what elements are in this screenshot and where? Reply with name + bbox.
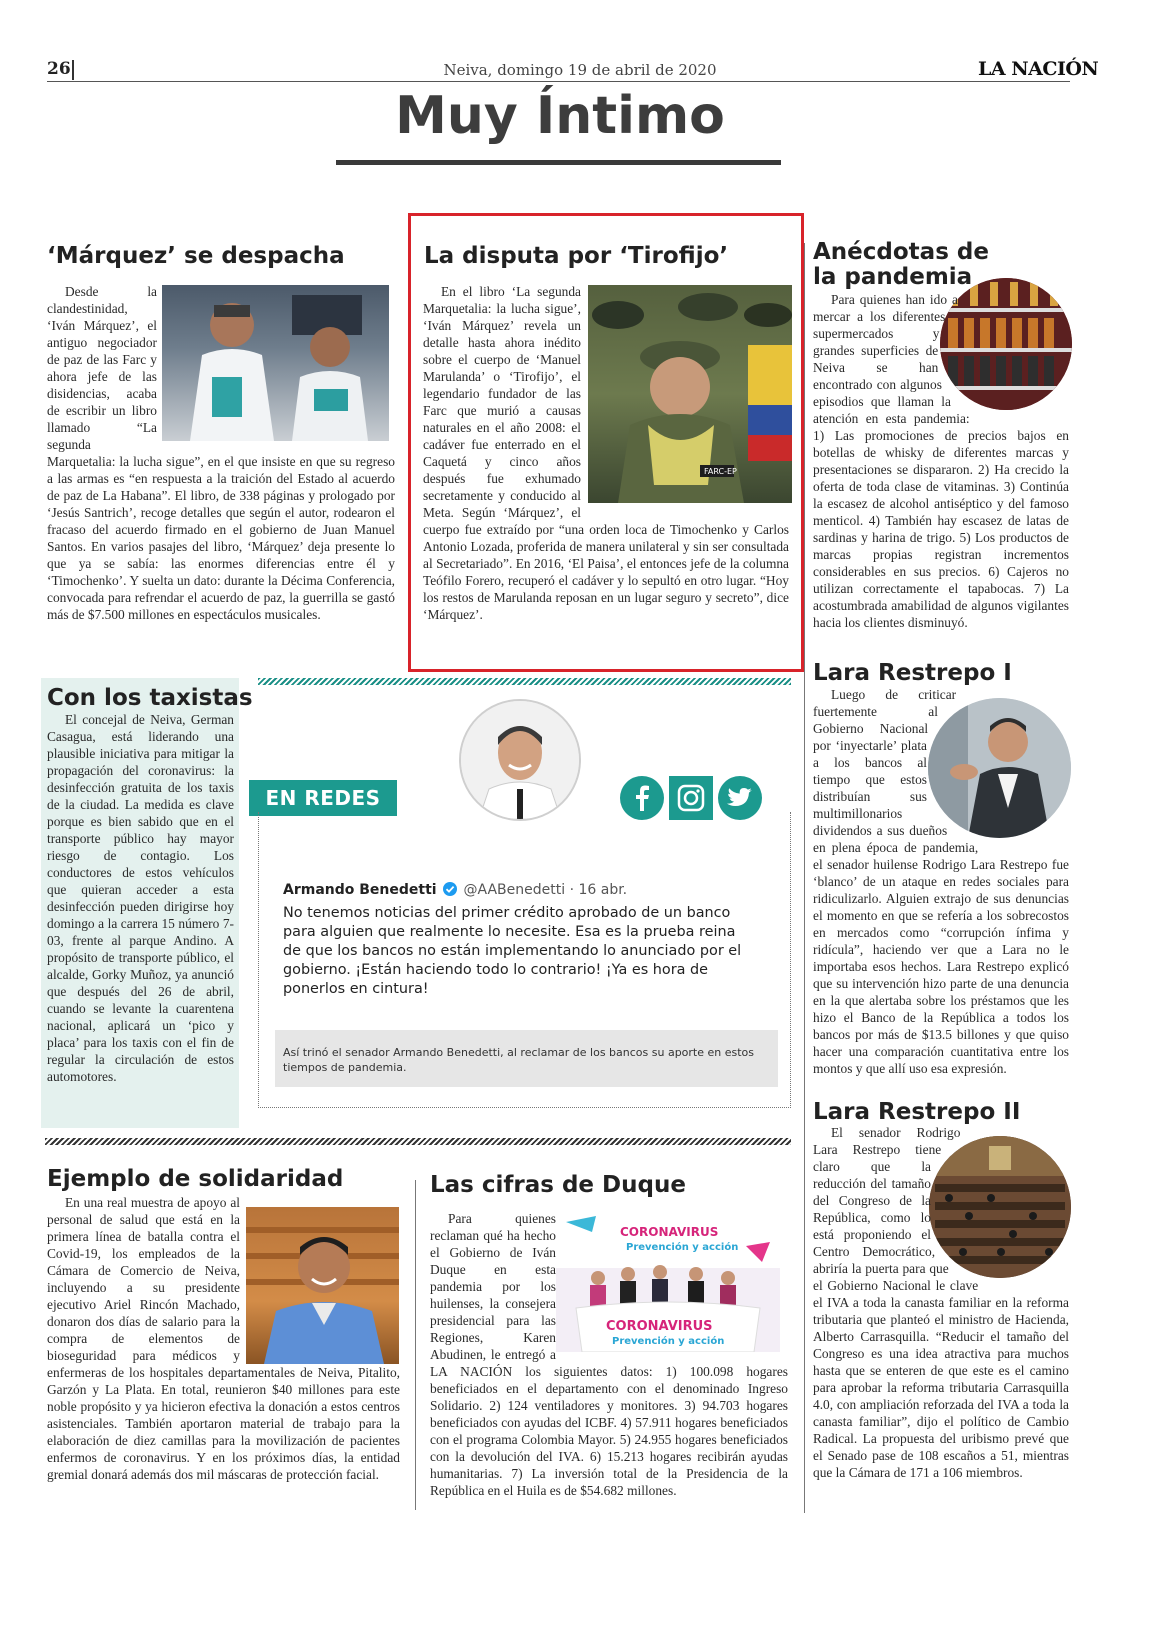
headline-anecdotas: Anécdotas de la pandemia bbox=[813, 239, 989, 290]
duque-float-spacer bbox=[556, 1210, 788, 1360]
body-duque bbox=[430, 1210, 788, 1515]
body-marquez bbox=[47, 283, 395, 653]
tweet-date: · 16 abr. bbox=[569, 882, 628, 898]
headline-tirofijo: La disputa por ‘Tirofijo’ bbox=[424, 243, 729, 269]
headline-marquez: ‘Márquez’ se despacha bbox=[47, 243, 345, 269]
badge-farc-ep: FARC-EP bbox=[704, 467, 737, 476]
dateline: Neiva, domingo 19 de abril de 2020 bbox=[443, 61, 717, 79]
headline-duque: Las cifras de Duque bbox=[430, 1172, 686, 1198]
anecdotas-float-spacer bbox=[937, 291, 1069, 418]
headline-solidaridad: Ejemplo de solidaridad bbox=[47, 1166, 344, 1192]
page-number: 26 bbox=[47, 59, 71, 79]
body-solidaridad-text: En una real muestra de apoyo al personal de salud que está en la primera línea de batalla contra el Covid-19, los empleados de la Cámara de Comercio de Neiva, incluyendo a su presidente ejecutivo Ariel Rincón Machado, donaron dos días de salario para la compra de elementos de bioseguridad para médicos y enfermeras de los hospitales departamentales de Neiva, Pitalito, Garzón y La Plata. En total, reunieron $40 millones para este noble propósito y ya hicieron efectiva la donación a estos centros asistenciales. También aportaron material de trabajo para la elaboración de diez camillas para la movilización de pacientes enfermos de coronavirus. Y en los próximos días, la entidad gremial donará además dos mil máscaras de protección facial. bbox=[47, 1195, 400, 1482]
lara1-float-spacer bbox=[927, 686, 1069, 846]
body-lara-1 bbox=[813, 686, 1069, 1086]
lara2-float-spacer bbox=[931, 1124, 1069, 1286]
tweet-handle: @AABenedetti bbox=[463, 882, 566, 898]
body-taxistas bbox=[47, 711, 234, 1116]
body-tirofijo-text: En el libro ‘La segunda Marquetalia: la lucha sigue’, ‘Iván Márquez’ revela un detalle hasta ahora inédito sobre el cuerpo de ‘Manuel Marulanda’ o ‘Tirofijo’, el legendario fundador de las Farc que murió a causas naturales en el año 2008: el cadáver fue enterrado en el Caquetá y cinco años después fue exhumado secretamente y conducido al Meta. Según ‘Márquez’, el cuerpo fue extraído por “una orden loca de Timochenko y Carlos Antonio Lozada, proferida de manera unilateral y sin ser consultada al Secretariado”. En 2016, ‘El Paisa’, el entonces jefe de la columna Teófilo Forero, recuperó el cadáver y lo sepultó en otro lugar. “Hoy los restos de Marulanda reposan en un lugar seguro y secreto”, dice ‘Márquez’. bbox=[423, 284, 789, 622]
solidaridad-float-spacer bbox=[240, 1194, 400, 1364]
headline-lara-1: Lara Restrepo I bbox=[813, 660, 1012, 686]
banner-coronavirus-desk: CORONAVIRUS bbox=[606, 1319, 713, 1334]
body-duque-text: Para quienes reclaman qué ha hecho el Gobierno de Iván Duque en esta pandemia por los huilenses, la consejera presidencial para las Regiones, Karen Abudinen, le entregó a LA NACIÓN los siguientes datos: 1) 100.098 hogares beneficiados en el departamento con el denominado Ingreso Solidario. 2) 124 ventiladores y monitores. 3) 94.703 hogares beneficiados con ayudas del ICBF. 4) 57.911 hogares beneficiados con el programa Colombia Mayor. 5) 24.955 hogares beneficiados con la devolución del IVA. 6) 15.213 hogares recibirán ayudas humanitarias. 7) La inversión total de la Presidencia de la República en el Huila es de $54.682 millones. bbox=[430, 1211, 788, 1498]
bottom-section-stripe bbox=[45, 1138, 791, 1145]
avatar-benedetti bbox=[459, 699, 581, 821]
section-title: Muy Íntimo bbox=[395, 86, 725, 146]
tweet-caption: Así trinó el senador Armando Benedetti, al reclamar de los bancos su aporte en estos tiempos de pandemia. bbox=[283, 1046, 755, 1074]
tweet-author: Armando Benedetti bbox=[283, 882, 437, 898]
newspaper-logo: LA NACIÓN bbox=[978, 58, 1099, 80]
body-tirofijo bbox=[423, 283, 789, 653]
body-lara-2-text: El senador Rodrigo Lara Restrepo tiene claro que la reducción del tamaño del Congreso de la República, como lo está proponiendo el Centro Democrático, abriría la puerta para que el Gobierno Nacional le clave el IVA a toda la canasta familiar en la reforma tributaria que planteó el ministro de Hacienda, Alberto Carrasquilla. “Reducir el tamaño del Congreso es una idea atractiva para muchos hasta que se enteren de que este es el camino para aprobar la reforma tributaria Carrasquilla 4.0, con ampliación reforzada del IVA a toda la canasta familiar”, dijo el político de Cambio Radical. La propuesta del uribismo prevé que el Senado pase de 108 escaños a 51, mientras que la Cámara de 171 a 106 miembros. bbox=[813, 1125, 1069, 1480]
tweet-text: No tenemos noticias del primer crédito aprobado de un banco para alguien que realmente lo necesite. Esa es la prueba reina de que los bancos no están implementando lo anunciado por el gobierno. ¡Están haciendo todo lo contrario! ¡Ya es hora de ponerlos en cintura! bbox=[283, 905, 742, 997]
tweet-header bbox=[283, 882, 627, 898]
tirofijo-float-spacer bbox=[581, 283, 789, 521]
banner-prevencion-top: Prevención y acción bbox=[626, 1242, 739, 1253]
redes-top-stripe bbox=[258, 678, 791, 685]
headline-taxistas: Con los taxistas bbox=[47, 685, 253, 711]
headline-lara-2: Lara Restrepo II bbox=[813, 1099, 1021, 1125]
body-marquez-text: Desde la clandestinidad, ‘Iván Márquez’, el antiguo negociador de paz de las Farc y ahora jefe de las disidencias, acaba de escribir un libro llamado “La segunda Marquetalia: la lucha sigue”, en el que insiste en que su regreso a las armas es “en respuesta a la traición del Estado al acuerdo de paz de La Habana”. El libro, de 338 páginas y prologado por ‘Jesús Santrich’, recoge detalles que según el autor, rodearon el fracaso del acuerdo firmado en el gobierno de Juan Manuel Santos. En varios pasajes del libro, ‘Márquez’ deja presente lo que ya se sabía: las enormes diferencias entre él y ‘Timochenko’. Y suelta un dato: durante la Décima Conferencia, convocada para refrendar el acuerdo de paz, la guerrilla se gastó más de $7.500 millones en espectáculos musicales. bbox=[47, 284, 395, 622]
body-solidaridad bbox=[47, 1194, 400, 1519]
column-divider-bottom bbox=[415, 1180, 416, 1510]
body-anecdotas bbox=[813, 291, 1069, 641]
body-anecdotas-text: Para quienes han ido a mercar a los diferentes supermercados y grandes superficies de Neiva se han encontrado con algunos episodios que llaman la atención en esta pandemia: 1) Las promociones de precios bajos en botellas de whisky de diferentes marcas y presentaciones se dispararon. 2) Ha crecido la oferta de toda clase de vitaminas. 3) Continúa la escasez de alcohol antiséptico y del famoso menticol. 4) También hay escasez de latas de sardinas y harina de trigo. 5) Los productos de marcas propias registran incrementos considerables en sus precios. 6) Cajeros no utilizan correctamente el tapabocas. 7) La acostumbrada amabilidad de algunos vigilantes hacia los clientes disminuyó. bbox=[813, 292, 1069, 630]
page-number-divider bbox=[72, 60, 74, 80]
header-rule bbox=[47, 81, 1070, 82]
body-lara-1-text: Luego de criticar fuertemente al Gobierno Nacional por ‘inyectarle’ plata a los bancos al tiempo que estos distribuían sus multimillonarios dividendos a sus dueños en plena época de pandemia, el senador huilense Rodrigo Lara Restrepo fue ‘blanco’ de un ataque en redes sociales para ridiculizarlo. Alguien extrajo de sus denuncias el momento en que se refería a los sobrecostos en mercados como “corrupción ínfima y ridícula”, haciendo ver que a Lara no le importaba esos hechos. Lara Restrepo explicó que su intervención hizo parte de una denuncia en la que alertaba sobre los préstamos que les hizo el Banco de la República a todos los bancos por más de $13.5 billones y que quiso hacer una comparación cuantitativa entre los montos y que allí uso esa expresión. bbox=[813, 687, 1069, 1076]
marquez-float-spacer bbox=[157, 283, 395, 443]
en-redes-label: EN REDES bbox=[265, 786, 381, 810]
section-title-underline bbox=[336, 160, 781, 165]
banner-coronavirus-top: CORONAVIRUS bbox=[620, 1225, 719, 1239]
column-divider-right bbox=[804, 243, 805, 1513]
banner-prevencion-desk: Prevención y acción bbox=[612, 1336, 725, 1347]
body-taxistas-text: El concejal de Neiva, German Casagua, está liderando una plausible iniciativa para mitigar la propagación del coronavirus: la desinfección gratuita de los taxis de la ciudad. La medida es clave porque es bien sabido que en el transporte público hay mayor riesgo de contagio. Los conductores de estos vehículos que quieran acceder a esta desinfección pueden dirigirse hoy domingo a la carrera 15 número 7-03, frente al parque Andino. A propósito de transporte público, el alcalde, Gorky Muñoz, ya anunció que después del 26 de abril, cuando se levante la cuarentena nacional, aplicará un ‘pico y placa’ para los taxis con el fin de regular la circulación de estos automotores. bbox=[47, 712, 234, 1084]
verified-badge-icon bbox=[443, 882, 457, 896]
body-lara-2 bbox=[813, 1124, 1069, 1514]
